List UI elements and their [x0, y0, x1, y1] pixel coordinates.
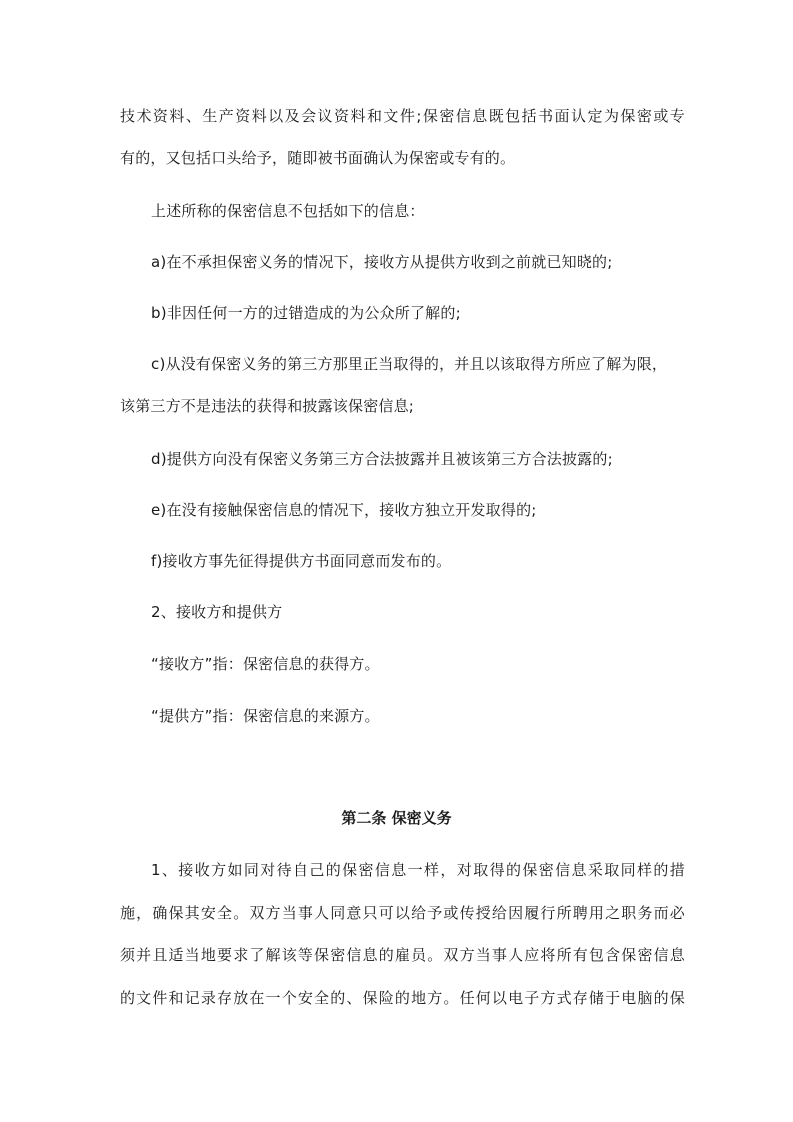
paragraph-line: 技术资料、生产资料以及会议资料和文件;保密信息既包括书面认定为保密或专 [120, 107, 685, 125]
section-title: 第二条 保密义务 [341, 809, 452, 827]
list-item: c)从没有保密义务的第三方那里正当取得的，并且以该取得方所应了解为限， [151, 355, 668, 373]
definition-line: “接收方”指：保密信息的获得方。 [151, 655, 380, 673]
list-item: f)接收方事先征得提供方书面同意而发布的。 [151, 552, 452, 570]
definition-line: “提供方”指：保密信息的来源方。 [151, 707, 380, 725]
list-item-continuation: 该第三方不是违法的获得和披露该保密信息; [120, 397, 415, 415]
paragraph-line: 施，确保其安全。双方当事人同意只可以给予或传授给因履行所聘用之职务而必 [120, 904, 685, 922]
list-item: b)非因任何一方的过错造成的为公众所了解的; [151, 304, 461, 322]
paragraph-line: 的文件和记录存放在一个安全的、保险的地方。任何以电子方式存储于电脑的保 [120, 989, 685, 1007]
paragraph-line: 有的，又包括口头给予，随即被书面确认为保密或专有的。 [120, 149, 516, 167]
paragraph-line: 上述所称的保密信息不包括如下的信息： [151, 202, 425, 220]
subsection-heading: 2、接收方和提供方 [151, 603, 283, 621]
list-item: a)在不承担保密义务的情况下，接收方从提供方收到之前就已知晓的; [151, 253, 613, 271]
list-item: e)在没有接触保密信息的情况下，接收方独立开发取得的; [151, 501, 537, 519]
paragraph-line: 须并且适当地要求了解该等保密信息的雇员。双方当事人应将所有包含保密信息 [120, 946, 685, 964]
list-item: d)提供方向没有保密义务第三方合法披露并且被该第三方合法披露的; [151, 450, 613, 468]
paragraph-line: 1、接收方如同对待自己的保密信息一样，对取得的保密信息采取同样的措 [151, 861, 685, 879]
